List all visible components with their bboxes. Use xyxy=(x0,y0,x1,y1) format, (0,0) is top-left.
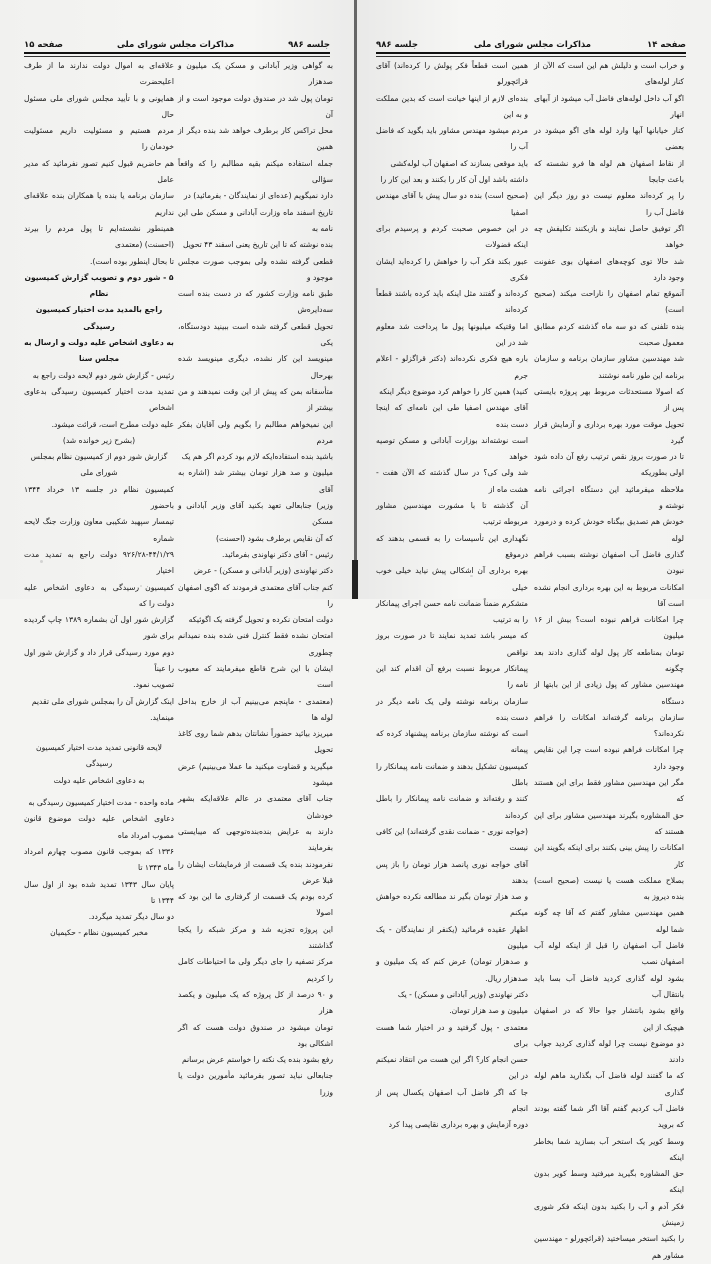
text-line: شد ولی کی؟ در سال گذشته که الآن هفت - هشت ماه از xyxy=(376,468,528,494)
text-line: امکانات را پیش بینی بکنند برای اینکه بگویند این کار xyxy=(534,843,684,869)
text-line: این پروژه تجزیه شد و مرکز شبکه را یکجا گذاشتند xyxy=(178,924,333,951)
text-column-right xyxy=(178,58,333,1101)
text-line: معتمدی - پول گرفتید و در اختیار شما هست برای xyxy=(376,1022,528,1048)
text-column-left xyxy=(376,58,528,1134)
text-line: ۱۳۳۶ که بموجب قانون مصوب چهارم امرداد ماه ۱۳۴۳ تا xyxy=(24,846,174,873)
text-line: متأسفانه بمن که پیش از این وقت نمیدهند و من بیشتر از xyxy=(178,386,333,413)
text-line: وزیر) جنابعالی تعهد بکنید آقای وزیر آبادانی و مسکن xyxy=(178,501,333,527)
text-line: رفع بشود بنده یک نکته را خواستم عرض برسانم xyxy=(181,1055,333,1065)
text-line: تحویل قطعی گرفته شده است ببینید دودستگاه، یکی xyxy=(178,321,333,348)
text-line: مجلس سنا xyxy=(78,354,120,364)
text-line: لایحه قانونی تمدید مدت اختیار کمیسیون رسیدگی xyxy=(36,743,162,769)
text-line: کمیسیون رسیدگی به دعاوی اشخاص علیه دولت را که xyxy=(24,582,174,608)
text-line: این نمیخواهم مطالبم را بگویم ولی آقایان بفکر مردم xyxy=(178,419,333,445)
text-line: میلیون و صد هزار تومان بیشتر شد (اشاره به آقای xyxy=(178,468,333,494)
text-line: دوم مورد رسیدگی قرار داد و گزارش شور اول را عیناً xyxy=(24,647,174,673)
page-header xyxy=(24,36,330,54)
text-line: گزارش شور اول آن بشماره ۱۳۸۹ چاپ گردیده برای شور xyxy=(24,615,175,641)
text-line: آقای مهندس اصفیا طی این نامه‌ای که اینجا دست بنده xyxy=(376,403,528,429)
scan-speck xyxy=(40,560,43,563)
text-line: علیه دولت مطرح است، قرائت میشود. xyxy=(51,419,174,429)
text-line: که اصولا مستحدثات مربوط بهر پروژه بایستی پس از xyxy=(534,386,684,413)
text-line: آقای خواجه نوری پانصد هزار تومان را باز پس بدهند xyxy=(376,859,528,885)
text-line: رئیس - آقای دکتر نهاوندی بفرمائید. xyxy=(221,549,333,559)
text-line: رئیس - گزارش شور دوم لایحه دولت راجع به xyxy=(32,370,174,380)
text-line: (صحیح است) بنده دو سال پیش با آقای مهندس اصفیا xyxy=(376,191,528,217)
text-line: آنموقع تمام اصفهان را ناراحت میکند (صحیح است) xyxy=(534,289,684,315)
text-line: دو سال دیگر تمدید میگردد. xyxy=(88,912,174,922)
text-line: امکانات مربوط به این بهره برداری انجام نشده است آقا xyxy=(534,582,684,608)
text-line: تومان میشود در صندوق دولت هست که اگر اشکالی بود xyxy=(178,1022,333,1048)
text-line: تومان پول شد در صندوق دولت موجود است و از آن xyxy=(178,93,333,119)
text-line: مینماید. xyxy=(150,712,174,722)
text-line: کنند و رفته‌اند و ضمانت نامه پیمانکار را باطل کرده‌اند xyxy=(376,794,528,820)
text-line: باره هیچ فکری نکرده‌اند (دکتر قراگزلو - اعلام جرم xyxy=(376,354,528,380)
text-line: واقع بشود بانتشار جوا حالا که در اصفهان هیچیک از این xyxy=(534,1006,684,1032)
text-line: بهره برداری آن اشکالی پیش نیاید خیلی خوب خیلی xyxy=(376,566,528,592)
text-line: بنده تلفنی که دو سه ماه گذشته کردم مطابق معمول صحبت xyxy=(534,321,684,348)
text-line: جمله استفاده میکنم بقیه مطالبم را که واقعاً سؤالی xyxy=(178,158,333,185)
text-line: راجع بالمدید مدت اختیار کمیسیون رسیدگی xyxy=(35,305,163,331)
text-line: عبور بکند فکر آب را خواهش را کرده‌اید ایشان فکری xyxy=(376,256,528,282)
text-line: باید موقعی بسازند که اصفهان آب لوله‌کشی xyxy=(390,158,528,168)
text-line: دارند به عرایض بنده‌بنده‌توجهی که میبایستی بفرمایند xyxy=(178,826,333,853)
text-line: وسط کویر یک استخر آب بسازید شما بخاطر اینکه xyxy=(534,1136,684,1162)
text-line: فاضل آب کردیم گفتم آقا اگر شما گفته بودند که بروید xyxy=(534,1104,684,1130)
text-line: آن گذشته تا با مشورت مهندسین مشاور مربوطه ترتیب xyxy=(376,501,528,527)
text-line: پیمانکار مربوط نسبت برفع آن اقدام کند این نامه را xyxy=(376,663,528,690)
text-line: تاریخ اسفند ماه وزارت آبادانی و مسکن طی این نامه به xyxy=(178,207,333,233)
text-line: اما وقتیکه میلیونها پول ما پرداخت شد معلوم شد در این xyxy=(376,321,528,348)
text-line: تحویل موقت مورد بهره برداری و آزمایش قرار گیرد xyxy=(534,419,684,445)
text-line: کرده بودم یک قسمت از گرفتاری ما این بود که اصولا xyxy=(178,892,333,918)
text-line: بنده‌ای لازم از اینها خیانت است که بدین مملکت و به این xyxy=(376,93,528,119)
text-line: امتحان نشده فقط کنترل فنی شده بنده نمیدانم چطوری xyxy=(178,631,333,657)
text-line: جا که اگر فاضل آب اصفهان یکسال پس از انجام xyxy=(376,1087,528,1113)
bill-title xyxy=(24,740,174,789)
session-number: جلسه ۹۸۶ xyxy=(376,40,418,50)
text-column-left xyxy=(24,58,174,942)
article-text xyxy=(24,795,174,925)
text-line: تومان بمناطعه کار پول لوله گذاری دادند بعد چگونه xyxy=(534,647,684,673)
text-line: مرکز تصفیه را جای دیگر ولی ما احتیاطات کامل را کردیم xyxy=(178,957,333,983)
text-line: اینک گزارش آن را بمجلس شورای ملی تقدیم xyxy=(31,696,174,706)
paragraph xyxy=(24,482,174,694)
text-line: میریزد بیائید حضوراً نشانتان بدهم شما روی کاغذ تحویل xyxy=(178,729,333,755)
text-line: که میسر باشد تمدید نمایند تا در صورت بروز نواقص xyxy=(376,631,528,657)
scan-speck xyxy=(470,575,473,577)
text-line: خودش هم تصدیق بیگناه خودش کرده و درمورد لوله xyxy=(534,517,684,543)
text-line: همین است قطعاً فکر پولش را کرده‌اند) آقای قرائچورلو xyxy=(376,61,528,87)
paragraph xyxy=(24,58,174,270)
paragraph xyxy=(24,368,174,433)
text-line: مردم هستیم و مسئولیت داریم مسئولیت خودمان را xyxy=(24,126,174,152)
text-line: مگر این مهندسین مشاور فقط برای این هستند که xyxy=(534,778,684,804)
text-line: کمیسیون نظام در جلسه ۱۳ خرداد ۱۳۴۴ باحضور xyxy=(24,484,174,511)
scan-speck xyxy=(140,585,142,587)
text-line: دارد نمیگویم (عده‌ای از نمایندگان - بفرمائید) در xyxy=(183,191,333,201)
text-line: در این خصوص صحبت کردم و پرسیدم برای اینکه فضولات xyxy=(376,223,528,250)
text-line: نگهداری این تأسیسات را به قسمی بدهند که درموقع xyxy=(376,533,528,559)
text-line: به دعاوی اشخاص علیه دولت و ارسال به xyxy=(24,338,174,348)
text-line: به گواهی وزیر آبادانی و مسکن یک میلیون و صدهزار xyxy=(178,61,333,87)
text-line: (خواجه نوری - ضمانت نقدی گرفته‌اند) این کافی نیست xyxy=(376,826,528,853)
text-line: گذاری فاضل آب اصفهان نوشته بسبب فراهم نبودن xyxy=(534,549,684,576)
text-line: کرده‌اند و گفتند مثل اینکه باید کرده باشند قطعاً کرده‌اند xyxy=(376,289,528,315)
text-line: کمیسیون تشکیل بدهند و ضمانت نامه پیمانکار را باطل xyxy=(376,761,528,788)
text-line: مینویسد این کار نشده، دیگری مینویسد شده بهرحال xyxy=(178,354,333,380)
text-line: اگو آب داخل لوله‌های فاضل آب میشود از آبهای انهار xyxy=(534,93,684,119)
text-line: از نقاط اصفهان هم لوله ها فرو نشسته که باعث جابجا xyxy=(534,158,684,185)
running-title: مذاکرات مجلس شورای ملی xyxy=(473,40,592,50)
text-line: حق المشاوره بگیرند مهندسین مشاور برای این هستند که xyxy=(534,810,684,836)
text-line: دکتر نهاوندی (وزیر آبادانی و مسکن) - یک xyxy=(397,989,528,999)
text-line: باشید بنده استفاده‌ایکه لازم بود کردم اگر هم یک xyxy=(181,452,333,462)
text-line: دو موضوع نیست چرا لوله گذاری کردید جواب دادند xyxy=(534,1038,684,1065)
text-line: حق المشاوره بگیرید میرفتید وسط کویر بدون اینکه xyxy=(534,1169,684,1195)
text-line: تا بحال اینطور بوده است). xyxy=(90,256,174,266)
running-title: مذاکرات مجلس شورای ملی xyxy=(116,40,235,50)
text-line: متشکرم ضمناً ضمانت نامه حسن اجرای پیمانکار را به ترتیب xyxy=(376,598,528,625)
text-line: همایونی و با تأیید مجلس شورای ملی مسئول حال xyxy=(24,93,174,119)
text-line: دکتر نهاوندی (وزیر آبادانی و مسکن) - عرض xyxy=(193,566,333,576)
text-line: مهندسین مشاور که پول زیادی از این بابتها از دستگاه xyxy=(534,680,684,706)
text-line: طبق نامه وزارت کشور که در دست بنده است سه‌دایره‌ش xyxy=(178,289,333,315)
text-line: اظهار عقیده فرمائید (یکنفر از نمایندگان - یک میلیون xyxy=(376,924,528,951)
text-line: دعاوی اشخاص علیه دولت موضوع قانون مصوب امرداد ماه xyxy=(24,814,174,840)
text-line: و ۹۰ درصد از کل پروژه که یک میلیون و یکصد هزار xyxy=(178,989,333,1016)
text-line: فکر آدم و آب را بکنید بدون اینکه فکر شوری زمینش xyxy=(534,1201,684,1228)
text-line: میلیون و صد هزار تومان. xyxy=(449,1006,528,1016)
text-line: پایان سال ۱۳۴۳ تمدید شده بود از اول سال ۱۳۴۴ تا xyxy=(24,879,174,905)
text-line: به دعاوی اشخاص علیه دولت xyxy=(53,775,145,785)
text-line: کنید) همین کار را خواهم کرد موضوع دیگر اینکه xyxy=(379,386,528,396)
section-heading xyxy=(24,270,174,368)
page-number: صفحه ۱۴ xyxy=(647,40,686,50)
text-line: که ما گفتند لوله فاضل آب بگذارید ماهم لوله گذاری xyxy=(534,1071,684,1097)
text-line: که آن نقایص برطرف بشود (احسنت) xyxy=(216,533,333,543)
text-line: است نوشته‌اند بوزارت آبادانی و مسکن توصیه خواهد xyxy=(376,435,528,462)
text-line: ۵ - شور دوم و تصویب گزارش کمیسیون نظام xyxy=(24,272,174,299)
text-line: بنده نوشته که تا این تاریخ یعنی اسفند ۴۳ تحویل xyxy=(182,240,333,250)
text-line: چرا امکانات فراهم نبوده است؟ بیش از ۱۶ میلیون xyxy=(534,615,684,641)
text-line: هم حاضریم قبول کنیم تصور نفرمائید که مدیر عامل xyxy=(24,158,174,185)
text-line: داشته باشد اول آن کار را بکنند و بعد این کار را xyxy=(380,175,528,185)
header-rule xyxy=(376,56,686,57)
text-line: و صد هزار تومان بگیر ند مطالعه نکرده خواهش میکنم xyxy=(376,892,528,918)
text-line: قطعی گرفته نشده ولی بموجب صورت مجلس موجود و xyxy=(178,256,333,282)
text-line: اگر توفیق حاصل نمایند و بازبکنند تکلیفش چه خواهد xyxy=(534,223,684,250)
page-number: صفحه ۱۵ xyxy=(24,40,63,50)
text-line: تا در صورت بروز نقص ترتیب رفع آن داده شود اولی بطوریکه xyxy=(534,452,684,478)
text-line: کنم جناب آقای معتمدی فرمودند که اگوی اصفهان را xyxy=(177,582,333,608)
report-title: گزارش شور دوم از کمیسیون نظام بمجلس شورای ملی xyxy=(30,452,168,478)
text-line: ماده واحده - مدت اختیار کمیسیون رسیدگی به xyxy=(28,798,174,808)
text-line: مردم میشود مهندس مشاور باید بگوید که فاضل آب را xyxy=(376,126,528,152)
scan-speck xyxy=(640,590,642,592)
text-line: کنار خیابانها آبها وارد لوله های اگو میشود در بعضی xyxy=(534,126,684,152)
text-line: میگیرید و قضاوت میکنید ما عملا می‌بینیم) عرض میشود xyxy=(178,761,333,788)
book-spine-shadow xyxy=(352,560,358,599)
text-line: سازمان برنامه گرفته‌اند امکانات را فراهم نکرده‌اند؟ xyxy=(534,712,684,739)
text-line: سازمان برنامه نوشته ولی یک نامه دیگر در دست بنده xyxy=(376,696,528,722)
text-line: است که نوشته سازمان برنامه پیشنهاد کرده که پیمانه xyxy=(376,729,528,755)
text-line: فاضل آب اصفهان را قبل از اینکه لوله آب اصفهان نصب xyxy=(534,941,684,967)
text-line: بصلاح مملکت هست یا نیست (صحیح است) بنده دیروز به xyxy=(534,875,684,902)
text-line: دوره آزمایش و بهره برداری نقایصی پیدا کرد xyxy=(388,1120,528,1130)
reading-note: (بشرح زیر خوانده شد) xyxy=(62,435,136,445)
page-header xyxy=(376,36,686,54)
text-line: چرا امکانات فراهم نبوده است چرا این نقایص وجود دارد xyxy=(534,745,684,771)
book-spine-shadow xyxy=(354,0,357,599)
text-line: همینطور نشسته‌ایم تا پول مردم را بیرند (احسنت) (معتمدی xyxy=(24,223,174,250)
page-14 xyxy=(356,0,711,1260)
header-rule xyxy=(24,56,330,57)
text-line: و صدهزار تومان) عرض کنم که یک میلیون و صدهزار ریال. xyxy=(376,957,528,983)
text-line: و خراب است و دلیلش هم این است که الآن از کنار لوله‌های xyxy=(534,61,684,87)
text-line: ایشان با این شرح قاطع میفرمایند که معیوب است xyxy=(178,663,333,690)
text-line: محل تراکس کار برطرف خواهد شد بنده دیگر از همین xyxy=(178,126,333,152)
text-line: شد حالا توی کوچه‌های اصفهان بوی عفونت وجود دارد xyxy=(534,256,684,282)
text-line: را بکنید استخر میساختید (قرائچورلو - مهندسین مشاور هم xyxy=(534,1234,684,1260)
text-line: سازمان برنامه یا بنده یا همکاران بنده علاقه‌ای نداریم xyxy=(24,191,174,217)
text-line: جناب آقای معتمدی در عالم علاقه‌ایکه بشهر خودشان xyxy=(178,794,333,820)
text-line: شد مهندسین مشاور سازمان برنامه و سازمان برنامه این طور نامه نوشتند xyxy=(534,354,684,380)
text-line: تیمسار سپهبد شکیبی معاون وزارت جنگ لایحه شماره xyxy=(24,517,174,543)
text-line: بشود لوله گذاری کردید فاضل آب بسا باید بانتقال آب xyxy=(534,973,684,999)
text-line: ملاحظه میفرمائید این دستگاه اجرائی نامه نوشته و xyxy=(534,484,684,511)
text-column-right xyxy=(534,58,684,1264)
text-line: ۹۲۶/۲۸-۴۴/۱/۲۹ دولت راجع به تمدید مدت اختیار xyxy=(24,549,174,576)
text-line: تمدید مدت اختیار کمیسیون رسیدگی بدعاوی اشخاص xyxy=(24,386,174,413)
text-line: جنابعالی نباید تصور بفرمائید مأمورین دولت یا وزرا xyxy=(178,1071,333,1097)
signature: مخبر کمیسیون نظام - حکیمیان xyxy=(50,928,148,938)
session-number: جلسه ۹۸۶ xyxy=(288,40,330,50)
text-line: دولت امتحان نکرده و تحویل گرفته یک اگوئیکه xyxy=(188,615,333,625)
text-line: نفرمودند بنده یک قسمت از فرمایشات ایشان را قبلا عرض xyxy=(178,859,333,885)
page-15 xyxy=(0,0,356,1097)
text-line: همین مهندسین مشاور گفتم که آقا چه گونه شما لوله xyxy=(534,908,684,934)
text-line: حسن انجام کار؟ اگر این هست من انتقاد نمیکنم در این xyxy=(376,1055,528,1081)
text-line: (معتمدی - ماپنجم می‌بینیم آب از خارج بداخل لوله ها xyxy=(178,696,333,722)
text-line: تصویب نمود. xyxy=(133,680,174,690)
text-line: علاقه‌ای به اموال دولت ندارند ما از طرف اعلیحضرت xyxy=(24,61,174,87)
paragraph xyxy=(24,694,174,727)
text-line: را پر کرده‌اند معلوم نیست دو روز دیگر این فاضل آب را xyxy=(534,191,684,217)
